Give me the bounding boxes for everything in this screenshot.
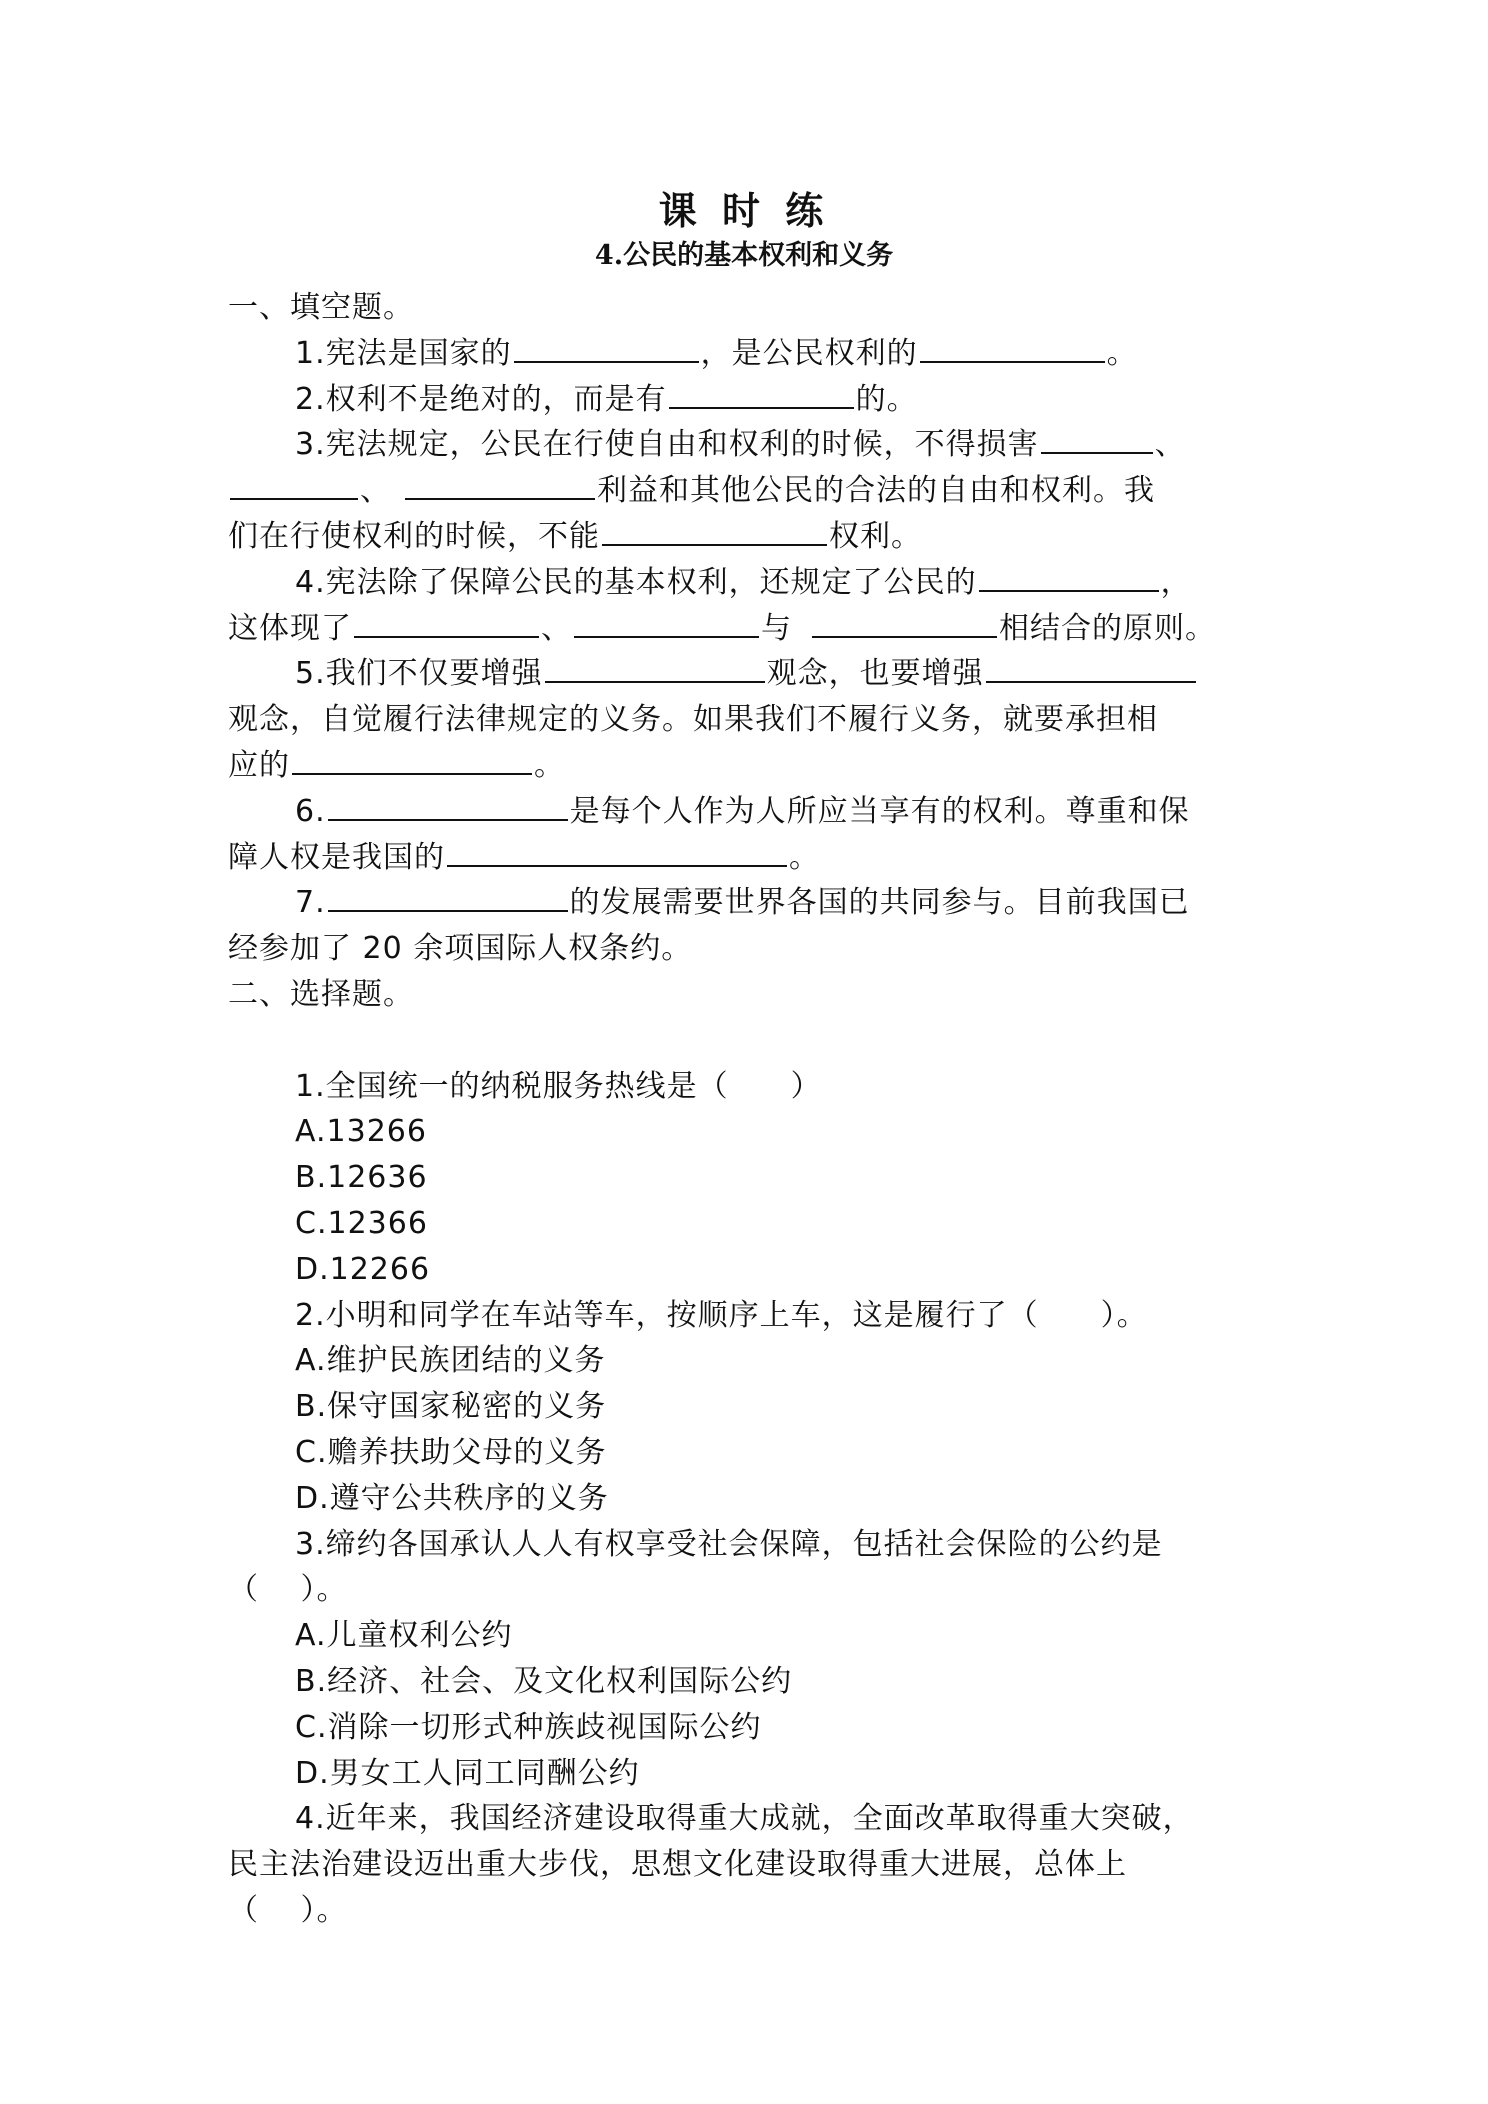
fill-question-7-line-1 <box>228 880 1268 926</box>
question-text: 与 <box>761 610 792 646</box>
choice-option[interactable]: B.保守国家秘密的义务 <box>295 1389 607 1425</box>
question-text: ， <box>1160 564 1192 600</box>
question-text: 7. <box>295 885 326 921</box>
choice-question-4-stem-end: （ ）。 <box>228 1892 348 1928</box>
question-text: 这体现了 <box>228 610 352 646</box>
question-text: 的。 <box>855 381 918 417</box>
question-text: 、 <box>360 473 391 509</box>
fill-question-3-line-2 <box>228 468 1268 514</box>
question-text: 利益和其他公民的合法的自由和权利。我 <box>597 473 1155 509</box>
question-text: 2.权利不是绝对的，而是有 <box>295 381 667 417</box>
answer-blank[interactable] <box>920 331 1105 363</box>
answer-blank[interactable] <box>328 880 568 912</box>
answer-blank[interactable] <box>328 789 568 821</box>
choice-question-2-stem: 2.小明和同学在车站等车，按顺序上车，这是履行了（ ）。 <box>295 1297 1148 1333</box>
question-text: 5.我们不仅要增强 <box>295 656 543 692</box>
question-text: 应的 <box>228 747 290 783</box>
answer-blank[interactable] <box>354 606 539 638</box>
question-text: 观念，也要增强 <box>766 656 984 692</box>
fill-question-5-line-1 <box>228 651 1268 697</box>
section-heading-multiple-choice: 二、选择题。 <box>228 976 414 1012</box>
choice-option[interactable]: C.赡养扶助父母的义务 <box>295 1434 607 1470</box>
choice-option[interactable]: C.12366 <box>295 1205 428 1241</box>
choice-question-4-stem: 4.近年来，我国经济建设取得重大成就，全面改革取得重大突破， <box>295 1801 1194 1837</box>
fill-question-6-line-2 <box>228 835 1268 881</box>
answer-blank[interactable] <box>602 514 827 546</box>
choice-option[interactable]: D.遵守公共秩序的义务 <box>295 1480 609 1516</box>
answer-blank[interactable] <box>979 560 1159 592</box>
question-text: 是每个人作为人所应当享有的权利。尊重和保 <box>569 793 1190 829</box>
fill-question-2 <box>228 377 1268 423</box>
choice-question-3-stem-end: （ ）。 <box>228 1572 348 1608</box>
question-text: 障人权是我国的 <box>228 839 445 875</box>
choice-option[interactable]: A.儿童权利公约 <box>295 1618 513 1654</box>
answer-blank[interactable] <box>447 835 787 867</box>
question-text: 们在行使权利的时候，不能 <box>228 518 600 554</box>
question-text: 1.宪法是国家的 <box>295 335 512 371</box>
question-text: 3.宪法规定，公民在行使自由和权利的时候，不得损害 <box>295 427 1039 463</box>
answer-blank[interactable] <box>812 606 997 638</box>
question-text: 。 <box>534 747 565 783</box>
worksheet-content <box>228 285 1268 1934</box>
fill-question-3-line-1 <box>228 422 1268 468</box>
question-text: 的发展需要世界各国的共同参与。目前我国已 <box>569 885 1190 921</box>
answer-blank[interactable] <box>545 651 765 683</box>
question-text: 权利。 <box>829 518 922 554</box>
choice-question-3-stem: 3.缔约各国承认人人有权享受社会保障，包括社会保险的公约是 <box>295 1526 1163 1562</box>
choice-option[interactable]: D.12266 <box>295 1251 431 1287</box>
answer-blank[interactable] <box>230 468 358 500</box>
page-title: 课 时 练 <box>658 188 830 233</box>
choice-option[interactable]: C.消除一切形式种族歧视国际公约 <box>295 1709 762 1745</box>
answer-blank[interactable] <box>669 377 854 409</box>
choice-question-4-stem-cont: 民主法治建设迈出重大步伐，思想文化建设取得重大进展，总体上 <box>228 1847 1127 1883</box>
choice-option[interactable]: B.12636 <box>295 1160 428 1196</box>
choice-question-1-stem: 1.全国统一的纳税服务热线是（ ） <box>295 1068 822 1104</box>
page-subtitle: 4.公民的基本权利和义务 <box>594 240 894 271</box>
choice-option[interactable]: D.男女工人同工同酬公约 <box>295 1755 640 1791</box>
question-text: ，是公民权利的 <box>700 335 918 371</box>
answer-blank[interactable] <box>405 468 595 500</box>
choice-option[interactable]: B.经济、社会、及文化权利国际公约 <box>295 1663 793 1699</box>
question-text: 、 <box>1154 427 1186 463</box>
question-text: 6. <box>295 793 326 829</box>
answer-blank[interactable] <box>514 331 699 363</box>
question-text: 、 <box>541 610 572 646</box>
fill-question-4-line-2 <box>228 606 1268 652</box>
question-text: 4.宪法除了保障公民的基本权利，还规定了公民的 <box>295 564 977 600</box>
fill-question-5-line-2: 观念，自觉履行法律规定的义务。如果我们不履行义务，就要承担相 <box>228 702 1158 738</box>
fill-question-5-line-3 <box>228 743 1268 789</box>
section-spacer <box>228 1018 1268 1064</box>
section-heading-fill-blank: 一、填空题。 <box>228 290 414 325</box>
answer-blank[interactable] <box>292 743 532 775</box>
choice-option[interactable]: A.维护民族团结的义务 <box>295 1343 606 1379</box>
question-text: 。 <box>1106 335 1138 371</box>
question-text: 。 <box>789 839 820 875</box>
choice-option[interactable]: A.13266 <box>295 1114 427 1150</box>
answer-blank[interactable] <box>1041 422 1153 454</box>
fill-question-3-line-3 <box>228 514 1268 560</box>
answer-blank[interactable] <box>574 606 759 638</box>
fill-question-4-line-1 <box>228 560 1268 606</box>
fill-question-1 <box>228 331 1268 377</box>
answer-blank[interactable] <box>986 651 1196 683</box>
fill-question-7-line-2: 经参加了 20 余项国际人权条约。 <box>228 931 693 967</box>
question-text: 相结合的原则。 <box>999 610 1216 646</box>
fill-question-6-line-1 <box>228 789 1268 835</box>
